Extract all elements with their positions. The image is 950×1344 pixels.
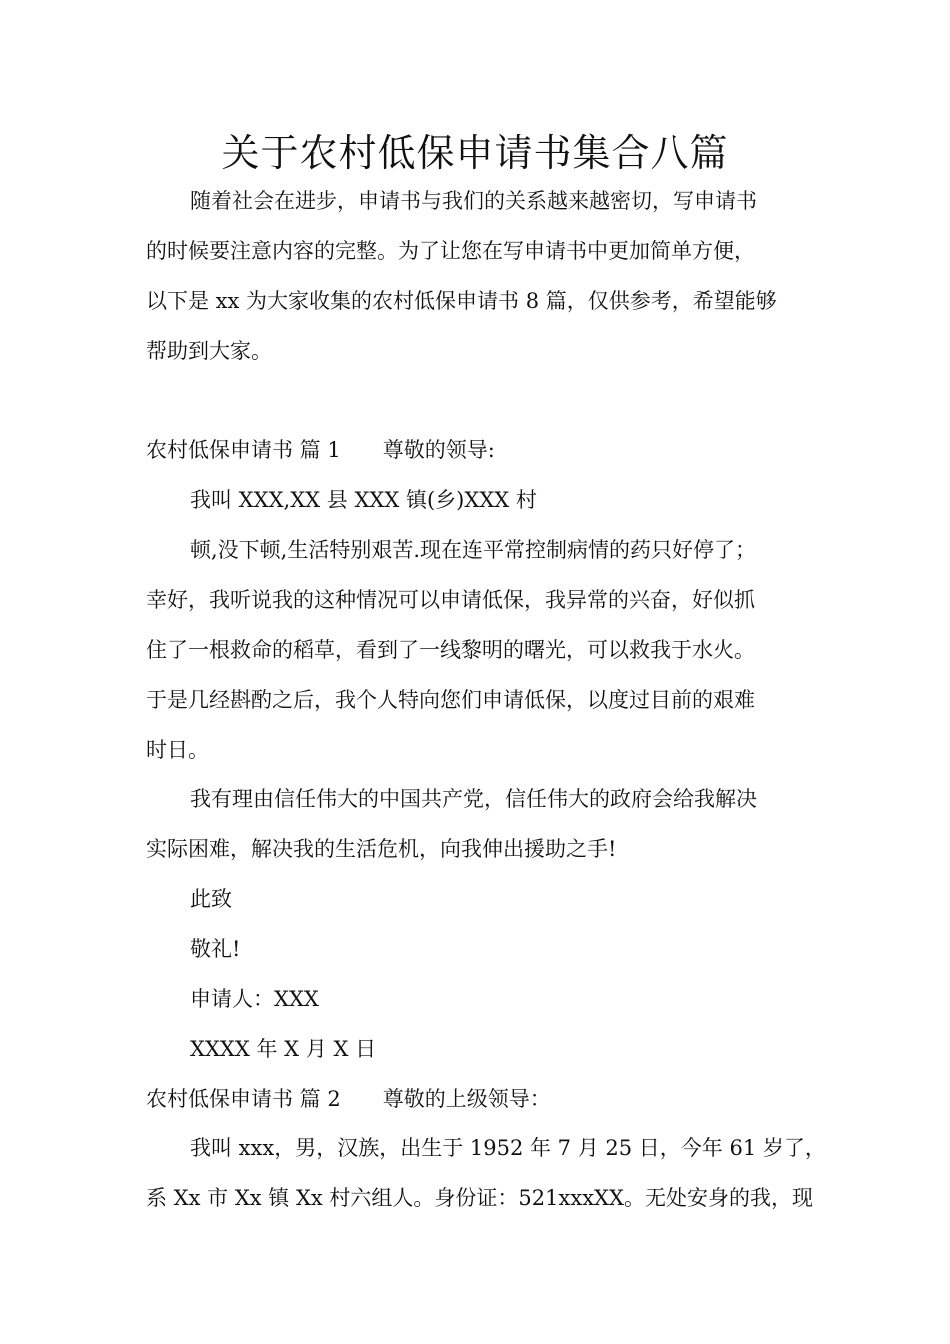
section1-para2-line-2: 幸好，我听说我的这种情况可以申请低保，我异常的兴奋，好似抓 bbox=[146, 588, 755, 612]
section1-para2-line-4: 于是几经斟酌之后，我个人特向您们申请低保，以度过目前的艰难 bbox=[146, 688, 755, 712]
section2-heading: 农村低保申请书 篇 2 bbox=[146, 1087, 341, 1111]
section1-salutation: 尊敬的领导: bbox=[382, 438, 495, 462]
section1-para3-line-1: 我有理由信任伟大的中国共产党，信任伟大的政府会给我解决 bbox=[190, 787, 757, 811]
section1-closing-1: 此致 bbox=[190, 887, 232, 911]
intro-line-2: 的时候要注意内容的完整。为了让您在写申请书中更加简单方便， bbox=[146, 239, 755, 263]
intro-line-1: 随着社会在进步，申请书与我们的关系越来越密切，写申请书 bbox=[190, 189, 757, 213]
section1-para1: 我叫 XXX,XX 县 XXX 镇(乡)XXX 村 bbox=[190, 488, 537, 512]
intro-line-3: 以下是 xx 为大家收集的农村低保申请书 8 篇，仅供参考，希望能够 bbox=[146, 289, 777, 313]
section1-para2-line-3: 住了一根救命的稻草，看到了一线黎明的曙光，可以救我于水火。 bbox=[146, 638, 755, 662]
section1-heading: 农村低保申请书 篇 1 bbox=[146, 438, 341, 462]
section2-para1-line-1: 我叫 xxx，男，汉族，出生于 1952 年 7 月 25 日，今年 61 岁了， bbox=[190, 1136, 826, 1160]
section1-para2-line-1: 顿,没下顿,生活特别艰苦.现在连平常控制病情的药只好停了； bbox=[190, 538, 757, 562]
section1-applicant: 申请人：XXX bbox=[190, 987, 319, 1011]
section2-para1-line-2: 系 Xx 市 Xx 镇 Xx 村六组人。身份证：521xxxXX。无处安身的我，现 bbox=[146, 1186, 813, 1210]
document-title: 关于农村低保申请书集合八篇 bbox=[221, 131, 729, 175]
section1-para3-line-2: 实际困难，解决我的生活危机，向我伸出援助之手! bbox=[146, 837, 617, 861]
section1-heading-line bbox=[146, 435, 495, 465]
intro-line-4: 帮助到大家。 bbox=[146, 339, 272, 363]
section2-heading-line bbox=[146, 1084, 551, 1114]
section1-para2-line-5: 时日。 bbox=[146, 738, 209, 762]
section1-date: XXXX 年 X 月 X 日 bbox=[190, 1037, 377, 1061]
section1-closing-2: 敬礼! bbox=[190, 937, 241, 961]
section2-salutation: 尊敬的上级领导： bbox=[382, 1087, 551, 1111]
